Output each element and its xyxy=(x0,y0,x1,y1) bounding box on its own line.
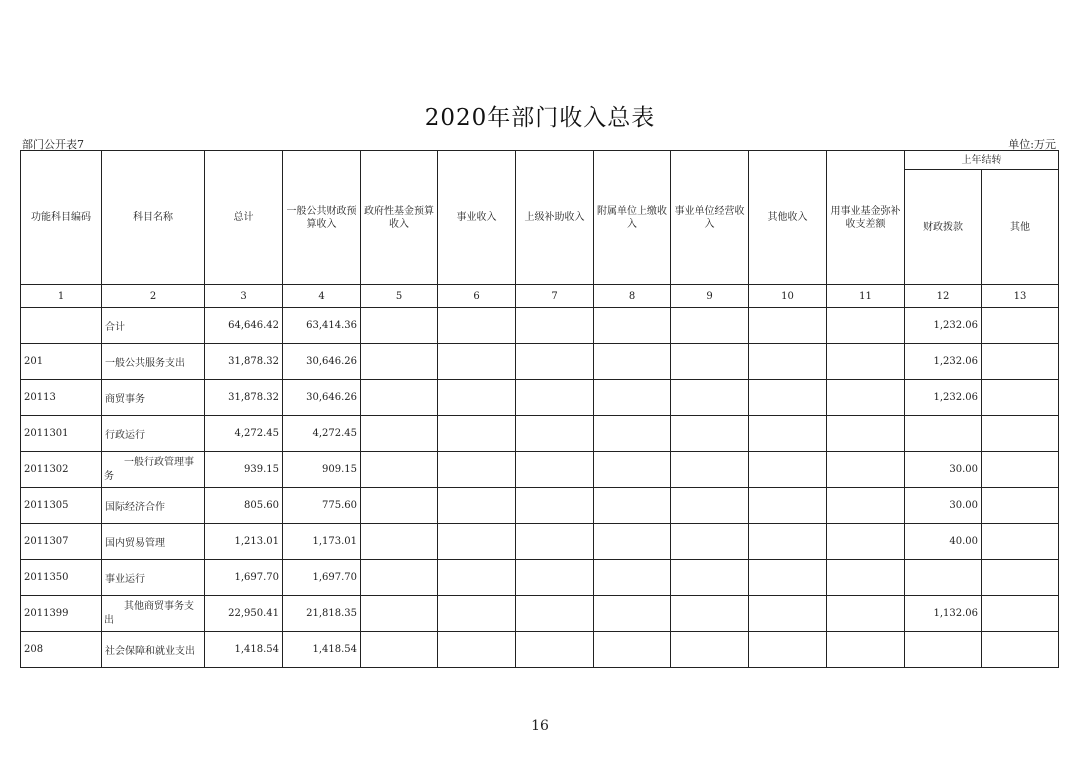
superior-subsidy-cell xyxy=(516,524,594,560)
general-budget-cell: 775.60 xyxy=(283,488,361,524)
func-code-cell: 208 xyxy=(21,632,102,668)
total-cell: 1,418.54 xyxy=(205,632,283,668)
table-body xyxy=(21,308,1059,668)
business-income-cell xyxy=(438,524,516,560)
other-income-cell xyxy=(749,560,827,596)
other-income-cell xyxy=(749,632,827,668)
func-code-cell: 2011399 xyxy=(21,596,102,632)
column-number: 3 xyxy=(205,285,283,308)
fund-balance-cell xyxy=(827,308,905,344)
subject-name-cell: 一般行政管理事务 xyxy=(102,452,205,488)
column-number: 8 xyxy=(594,285,671,308)
business-income-cell xyxy=(438,452,516,488)
superior-subsidy-cell xyxy=(516,416,594,452)
fiscal-allocation-cell: 30.00 xyxy=(905,452,982,488)
superior-subsidy-cell xyxy=(516,452,594,488)
table-row xyxy=(21,380,1059,416)
affiliated-income-cell xyxy=(594,416,671,452)
superior-subsidy-cell xyxy=(516,632,594,668)
subject-name-cell: 事业运行 xyxy=(102,560,205,596)
fiscal-allocation-cell xyxy=(905,632,982,668)
fund-budget-cell xyxy=(361,308,438,344)
other-income-cell xyxy=(749,380,827,416)
subject-name-cell: 商贸事务 xyxy=(102,380,205,416)
table-row xyxy=(21,344,1059,380)
carryover-other-cell xyxy=(982,308,1059,344)
column-number: 6 xyxy=(438,285,516,308)
column-number: 1 xyxy=(21,285,102,308)
fund-balance-cell xyxy=(827,452,905,488)
func-code-cell xyxy=(21,308,102,344)
table-row xyxy=(21,632,1059,668)
col-header-operating-income: 事业单位经营收入 xyxy=(671,151,749,285)
col-header-subject-name: 科目名称 xyxy=(102,151,205,285)
carryover-other-cell xyxy=(982,560,1059,596)
fiscal-allocation-cell: 30.00 xyxy=(905,488,982,524)
fund-budget-cell xyxy=(361,632,438,668)
table-row xyxy=(21,416,1059,452)
superior-subsidy-cell xyxy=(516,596,594,632)
fiscal-allocation-cell: 1,232.06 xyxy=(905,308,982,344)
superior-subsidy-cell xyxy=(516,344,594,380)
fund-budget-cell xyxy=(361,524,438,560)
business-income-cell xyxy=(438,380,516,416)
affiliated-income-cell xyxy=(594,344,671,380)
income-summary-table xyxy=(20,150,1059,668)
col-header-fund-budget: 政府性基金预算收入 xyxy=(361,151,438,285)
business-income-cell xyxy=(438,560,516,596)
business-income-cell xyxy=(438,488,516,524)
fiscal-allocation-cell: 1,232.06 xyxy=(905,380,982,416)
col-header-general-budget: 一般公共财政预算收入 xyxy=(283,151,361,285)
operating-income-cell xyxy=(671,380,749,416)
carryover-other-cell xyxy=(982,632,1059,668)
column-number: 4 xyxy=(283,285,361,308)
operating-income-cell xyxy=(671,596,749,632)
carryover-other-cell xyxy=(982,416,1059,452)
total-cell: 1,697.70 xyxy=(205,560,283,596)
superior-subsidy-cell xyxy=(516,380,594,416)
fund-balance-cell xyxy=(827,596,905,632)
total-cell: 805.60 xyxy=(205,488,283,524)
affiliated-income-cell xyxy=(594,452,671,488)
fund-budget-cell xyxy=(361,488,438,524)
business-income-cell xyxy=(438,416,516,452)
affiliated-income-cell xyxy=(594,632,671,668)
business-income-cell xyxy=(438,308,516,344)
general-budget-cell: 1,697.70 xyxy=(283,560,361,596)
total-cell: 31,878.32 xyxy=(205,344,283,380)
carryover-other-cell xyxy=(982,524,1059,560)
page-number: 16 xyxy=(531,718,549,734)
func-code-cell: 2011301 xyxy=(21,416,102,452)
fund-budget-cell xyxy=(361,344,438,380)
other-income-cell xyxy=(749,308,827,344)
func-code-cell: 2011302 xyxy=(21,452,102,488)
subject-name-cell: 一般公共服务支出 xyxy=(102,344,205,380)
total-cell: 939.15 xyxy=(205,452,283,488)
general-budget-cell: 1,418.54 xyxy=(283,632,361,668)
operating-income-cell xyxy=(671,308,749,344)
col-header-func-code: 功能科目编码 xyxy=(21,151,102,285)
total-cell: 64,646.42 xyxy=(205,308,283,344)
fund-balance-cell xyxy=(827,524,905,560)
general-budget-cell: 30,646.26 xyxy=(283,344,361,380)
func-code-cell: 20113 xyxy=(21,380,102,416)
col-header-other-income: 其他收入 xyxy=(749,151,827,285)
fund-balance-cell xyxy=(827,632,905,668)
fiscal-allocation-cell xyxy=(905,416,982,452)
fund-budget-cell xyxy=(361,560,438,596)
operating-income-cell xyxy=(671,416,749,452)
general-budget-cell: 4,272.45 xyxy=(283,416,361,452)
func-code-cell: 2011307 xyxy=(21,524,102,560)
total-cell: 31,878.32 xyxy=(205,380,283,416)
operating-income-cell xyxy=(671,452,749,488)
fiscal-allocation-cell: 1,132.06 xyxy=(905,596,982,632)
other-income-cell xyxy=(749,344,827,380)
fund-balance-cell xyxy=(827,344,905,380)
carryover-other-cell xyxy=(982,488,1059,524)
affiliated-income-cell xyxy=(594,524,671,560)
operating-income-cell xyxy=(671,524,749,560)
column-number: 11 xyxy=(827,285,905,308)
carryover-other-cell xyxy=(982,380,1059,416)
other-income-cell xyxy=(749,596,827,632)
operating-income-cell xyxy=(671,344,749,380)
fund-balance-cell xyxy=(827,416,905,452)
general-budget-cell: 1,173.01 xyxy=(283,524,361,560)
fund-budget-cell xyxy=(361,596,438,632)
unit-label: 单位:万元 xyxy=(1008,138,1056,151)
total-cell: 4,272.45 xyxy=(205,416,283,452)
carryover-other-cell xyxy=(982,452,1059,488)
total-cell: 22,950.41 xyxy=(205,596,283,632)
fiscal-allocation-cell: 1,232.06 xyxy=(905,344,982,380)
business-income-cell xyxy=(438,632,516,668)
table-row xyxy=(21,452,1059,488)
carryover-other-cell xyxy=(982,596,1059,632)
subject-name-cell: 合计 xyxy=(102,308,205,344)
general-budget-cell: 63,414.36 xyxy=(283,308,361,344)
col-header-affiliated-income: 附属单位上缴收入 xyxy=(594,151,671,285)
affiliated-income-cell xyxy=(594,488,671,524)
fund-budget-cell xyxy=(361,380,438,416)
subject-name-cell: 国际经济合作 xyxy=(102,488,205,524)
col-header-carryover-other: 其他 xyxy=(982,170,1059,285)
table-row xyxy=(21,560,1059,596)
table-row xyxy=(21,308,1059,344)
fund-balance-cell xyxy=(827,488,905,524)
operating-income-cell xyxy=(671,488,749,524)
general-budget-cell: 21,818.35 xyxy=(283,596,361,632)
other-income-cell xyxy=(749,524,827,560)
column-number: 12 xyxy=(905,285,982,308)
column-number: 2 xyxy=(102,285,205,308)
business-income-cell xyxy=(438,596,516,632)
subject-name-cell: 国内贸易管理 xyxy=(102,524,205,560)
func-code-cell: 2011350 xyxy=(21,560,102,596)
form-label: 部门公开表7 xyxy=(22,138,84,151)
operating-income-cell xyxy=(671,632,749,668)
column-number: 9 xyxy=(671,285,749,308)
other-income-cell xyxy=(749,416,827,452)
fund-balance-cell xyxy=(827,560,905,596)
fund-budget-cell xyxy=(361,452,438,488)
affiliated-income-cell xyxy=(594,596,671,632)
business-income-cell xyxy=(438,344,516,380)
other-income-cell xyxy=(749,452,827,488)
operating-income-cell xyxy=(671,560,749,596)
affiliated-income-cell xyxy=(594,560,671,596)
subject-name-cell: 其他商贸事务支出 xyxy=(102,596,205,632)
col-header-fiscal-allocation: 财政拨款 xyxy=(905,170,982,285)
func-code-cell: 201 xyxy=(21,344,102,380)
fiscal-allocation-cell xyxy=(905,560,982,596)
column-number: 10 xyxy=(749,285,827,308)
table-row xyxy=(21,596,1059,632)
col-header-business-income: 事业收入 xyxy=(438,151,516,285)
col-header-total: 总计 xyxy=(205,151,283,285)
subject-name-cell: 行政运行 xyxy=(102,416,205,452)
fiscal-allocation-cell: 40.00 xyxy=(905,524,982,560)
column-number-row xyxy=(21,285,1059,308)
column-number: 7 xyxy=(516,285,594,308)
total-cell: 1,213.01 xyxy=(205,524,283,560)
affiliated-income-cell xyxy=(594,380,671,416)
general-budget-cell: 909.15 xyxy=(283,452,361,488)
general-budget-cell: 30,646.26 xyxy=(283,380,361,416)
col-header-superior-subsidy: 上级补助收入 xyxy=(516,151,594,285)
page-title: 2020年部门收入总表 xyxy=(424,105,656,131)
col-header-fund-balance: 用事业基金弥补收支差额 xyxy=(827,151,905,285)
col-header-carryover-group: 上年结转 xyxy=(905,151,1059,170)
fund-budget-cell xyxy=(361,416,438,452)
superior-subsidy-cell xyxy=(516,560,594,596)
other-income-cell xyxy=(749,488,827,524)
table-row xyxy=(21,524,1059,560)
func-code-cell: 2011305 xyxy=(21,488,102,524)
carryover-other-cell xyxy=(982,344,1059,380)
superior-subsidy-cell xyxy=(516,308,594,344)
table-row xyxy=(21,488,1059,524)
subject-name-cell: 社会保障和就业支出 xyxy=(102,632,205,668)
superior-subsidy-cell xyxy=(516,488,594,524)
column-number: 5 xyxy=(361,285,438,308)
column-number: 13 xyxy=(982,285,1059,308)
affiliated-income-cell xyxy=(594,308,671,344)
fund-balance-cell xyxy=(827,380,905,416)
